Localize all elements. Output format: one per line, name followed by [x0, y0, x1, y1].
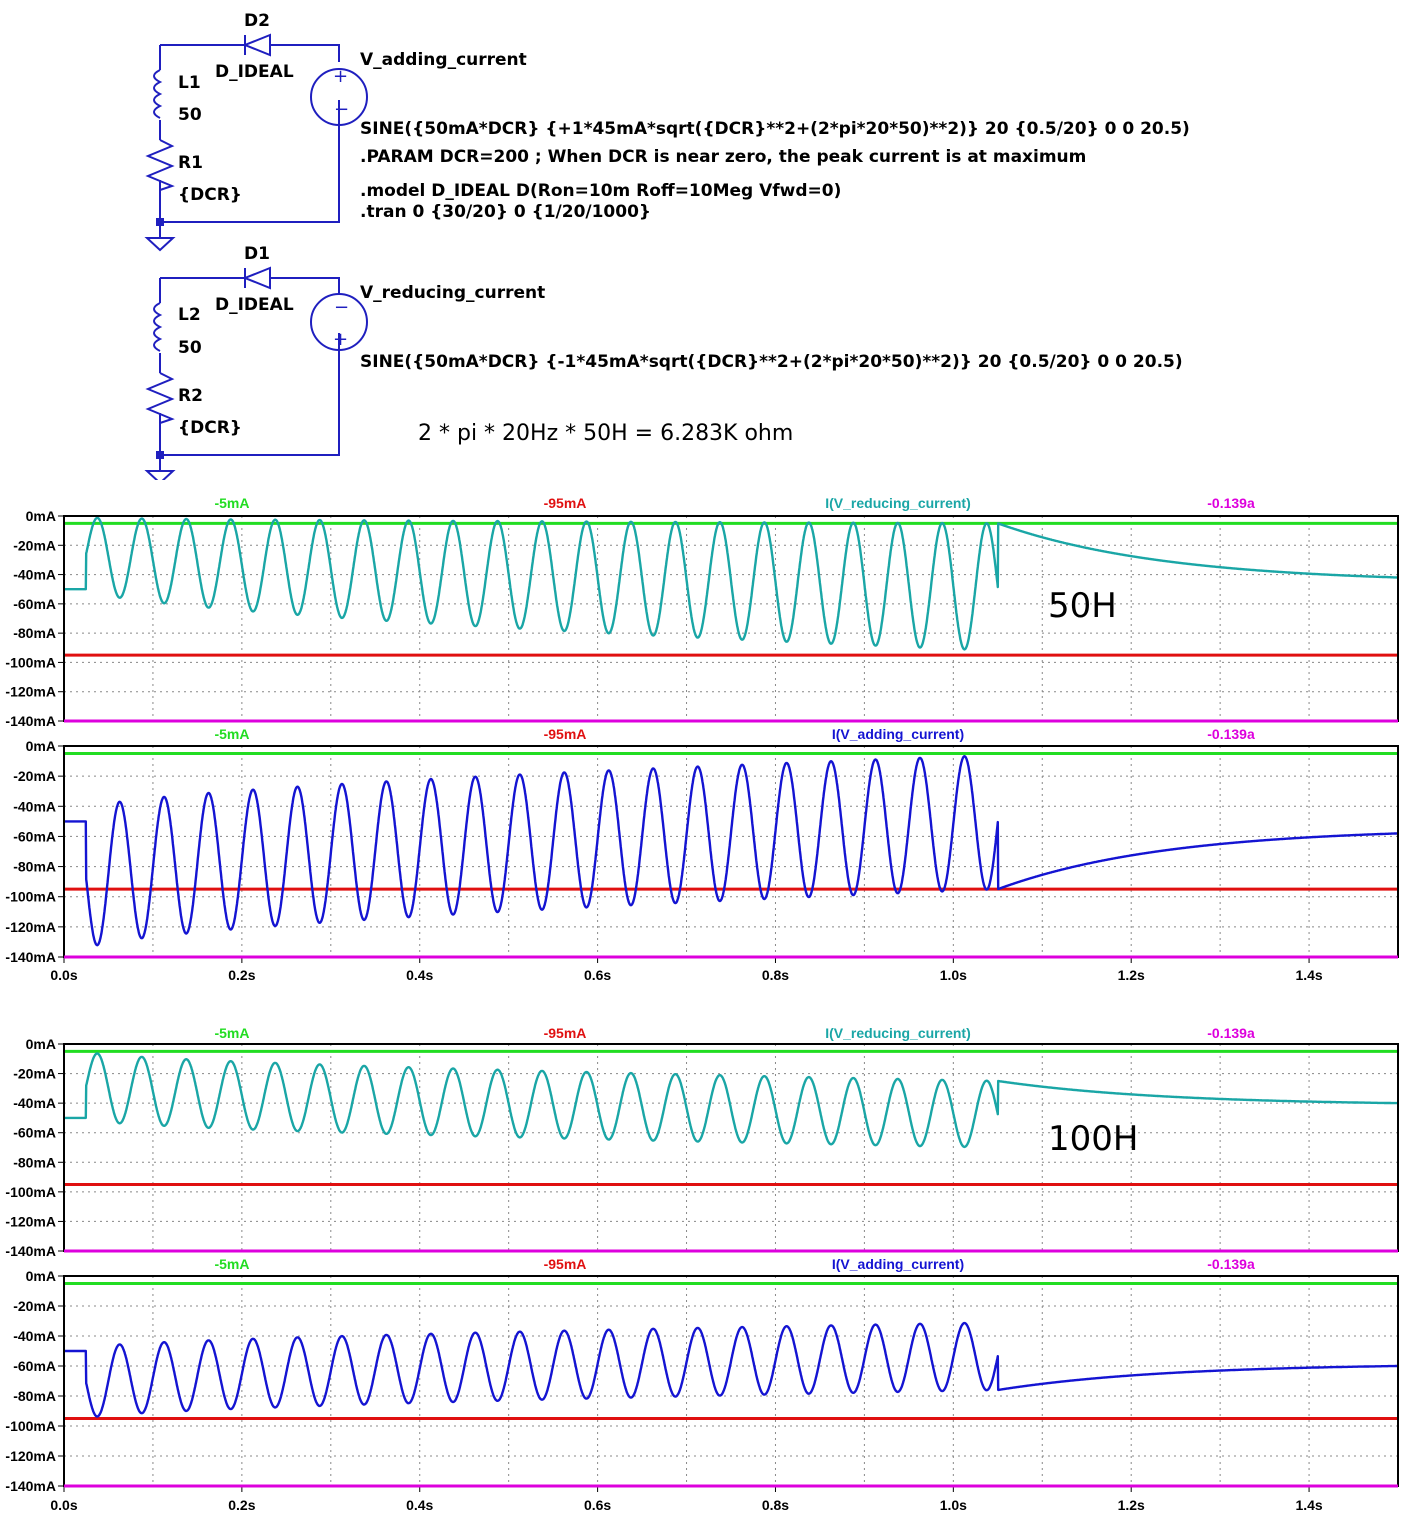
waveform-blue: [64, 1323, 1398, 1416]
y-tick-label: -120mA: [5, 1213, 56, 1230]
y-tick-label: -60mA: [13, 595, 56, 612]
y-tick-label: -100mA: [5, 654, 56, 671]
plot-frame: [64, 516, 1398, 721]
y-tick-label: -100mA: [5, 1183, 56, 1200]
waveform-blue: [64, 756, 1398, 945]
x-tick-label: 0.6s: [583, 1497, 612, 1513]
trace-title: I(V_reducing_current): [825, 1025, 971, 1041]
marker-label-magenta: -0.139a: [1207, 726, 1255, 742]
y-tick-label: -40mA: [13, 798, 56, 815]
inductance-label-100h: 100H: [1048, 1119, 1139, 1159]
y-tick-label: -20mA: [13, 1298, 56, 1314]
resistor-r1-ref: R1: [178, 153, 203, 173]
y-tick-label: -60mA: [13, 1358, 56, 1374]
marker-label-green: -5mA: [214, 495, 250, 511]
diode-d1-model: D_IDEAL: [215, 295, 294, 315]
plot-pane-100h-adding: [5, 1256, 1398, 1513]
y-tick-label: -20mA: [13, 768, 56, 785]
y-tick-label: 0mA: [25, 1036, 56, 1052]
x-tick-label: 1.4s: [1295, 967, 1323, 983]
marker-label-green: -5mA: [214, 1025, 250, 1041]
marker-label-red: -95mA: [543, 495, 587, 511]
diode-d2-model: D_IDEAL: [215, 62, 294, 82]
plot-frame: [64, 1276, 1398, 1486]
source-v-adding-value: SINE({50mA*DCR} {+1*45mA*sqrt({DCR}**2+(2*pi*20*50)**2)} 20 {0.5/20} 0 0 20.5): [360, 119, 1190, 139]
y-tick-label: -120mA: [5, 918, 56, 935]
y-tick-label: -120mA: [5, 1448, 56, 1464]
y-tick-label: -80mA: [13, 1154, 56, 1171]
trace-title: I(V_adding_current): [831, 726, 965, 742]
y-tick-label: -40mA: [13, 1095, 56, 1112]
plus-sign: +: [333, 329, 349, 350]
y-tick-label: -60mA: [13, 828, 56, 845]
minus-sign: −: [334, 99, 350, 120]
plot-pane-50h-adding: [5, 726, 1398, 983]
y-tick-label: 0mA: [25, 1268, 56, 1284]
resistor-r2-value: {DCR}: [178, 418, 242, 438]
trace-title: I(V_reducing_current): [825, 495, 971, 511]
x-tick-label: 0.8s: [761, 967, 790, 983]
y-tick-label: 0mA: [25, 738, 56, 754]
marker-label-magenta: -0.139a: [1207, 495, 1255, 511]
reactance-note: 2 * pi * 20Hz * 50H = 6.283K ohm: [418, 421, 794, 446]
y-tick-label: -80mA: [13, 625, 56, 642]
marker-label-green: -5mA: [214, 1256, 250, 1272]
y-tick-label: 0mA: [25, 508, 56, 524]
inductor-l2-value: 50: [178, 338, 202, 358]
y-tick-label: -100mA: [5, 1418, 56, 1434]
y-tick-label: -20mA: [13, 1065, 56, 1082]
trace-title: I(V_adding_current): [831, 1256, 965, 1272]
tran-directive: .tran 0 {30/20} 0 {1/20/1000}: [360, 202, 652, 222]
model-directive: .model D_IDEAL D(Ron=10m Roff=10Meg Vfwd=0): [360, 181, 842, 201]
diode-d2-ref: D2: [244, 11, 270, 31]
diode-d1-ref: D1: [244, 244, 270, 264]
y-tick-label: -140mA: [5, 1478, 56, 1494]
plot-pane-100h-reducing: [5, 1025, 1398, 1259]
marker-label-red: -95mA: [543, 1256, 587, 1272]
x-tick-label: 1.2s: [1117, 1497, 1145, 1513]
waveform-cyan: [64, 518, 1398, 650]
y-tick-label: -120mA: [5, 683, 56, 700]
x-tick-label: 1.4s: [1295, 1497, 1323, 1513]
y-tick-label: -40mA: [13, 1328, 56, 1344]
source-v-adding-name: V_adding_current: [360, 50, 527, 70]
y-tick-label: -140mA: [5, 949, 56, 965]
x-tick-label: 0.0s: [50, 1497, 78, 1513]
x-tick-label: 0.4s: [406, 967, 434, 983]
y-tick-label: -80mA: [13, 858, 56, 875]
y-tick-label: -80mA: [13, 1388, 56, 1404]
x-tick-label: 0.6s: [583, 967, 612, 983]
plot-pane-50h-reducing: [5, 495, 1398, 729]
inductor-l1-value: 50: [178, 105, 202, 125]
x-tick-label: 1.2s: [1117, 967, 1145, 983]
y-tick-label: -40mA: [13, 566, 56, 583]
y-tick-label: -20mA: [13, 537, 56, 554]
inductor-l2-ref: L2: [178, 305, 201, 325]
x-tick-label: 1.0s: [939, 967, 967, 983]
resistor-r2-ref: R2: [178, 386, 203, 406]
plot-frame: [64, 1044, 1398, 1251]
x-tick-label: 0.2s: [228, 967, 256, 983]
marker-label-magenta: -0.139a: [1207, 1256, 1255, 1272]
marker-label-red: -95mA: [543, 1025, 587, 1041]
source-v-reducing-value: SINE({50mA*DCR} {-1*45mA*sqrt({DCR}**2+(2*pi*20*50)**2)} 20 {0.5/20} 0 0 20.5): [360, 352, 1183, 372]
param-directive: .PARAM DCR=200 ; When DCR is near zero, the peak current is at maximum: [360, 147, 1087, 167]
resistor-r1-value: {DCR}: [178, 185, 242, 205]
inductance-label-50h: 50H: [1048, 586, 1117, 626]
x-tick-label: 1.0s: [939, 1497, 967, 1513]
y-tick-label: -140mA: [5, 1243, 56, 1259]
marker-label-red: -95mA: [543, 726, 587, 742]
plus-sign: +: [333, 66, 349, 87]
y-tick-label: -100mA: [5, 888, 56, 905]
marker-label-magenta: -0.139a: [1207, 1025, 1255, 1041]
x-tick-label: 0.8s: [761, 1497, 790, 1513]
x-tick-label: 0.0s: [50, 967, 78, 983]
x-tick-label: 0.4s: [406, 1497, 434, 1513]
x-tick-label: 0.2s: [228, 1497, 256, 1513]
marker-label-green: -5mA: [214, 726, 250, 742]
y-tick-label: -140mA: [5, 713, 56, 729]
source-v-reducing-name: V_reducing_current: [360, 283, 546, 303]
y-tick-label: -60mA: [13, 1124, 56, 1141]
minus-sign: −: [334, 297, 350, 318]
inductor-l1-ref: L1: [178, 73, 201, 93]
